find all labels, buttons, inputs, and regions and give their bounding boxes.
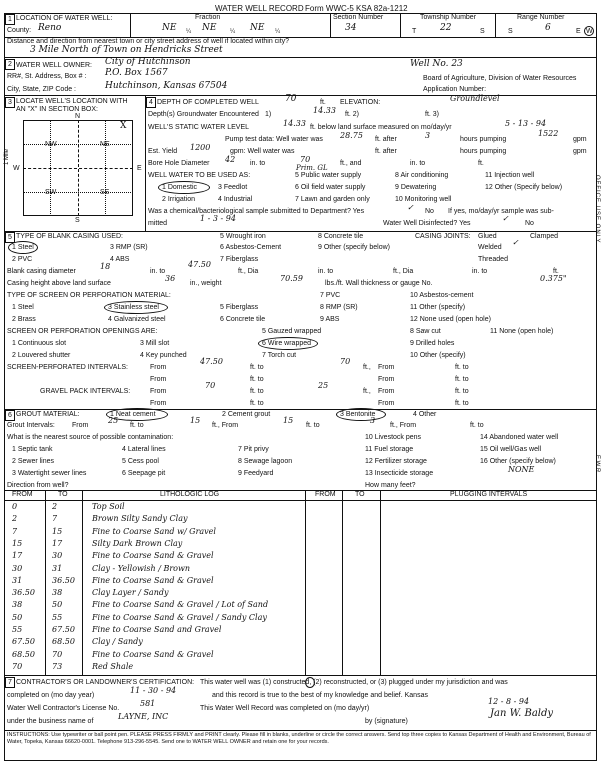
pump-hours: 3 — [425, 131, 431, 140]
casing-steel: 1 Steel — [12, 244, 34, 251]
casing-weight: 70.59 — [280, 274, 303, 283]
grout-neat-cement: 1 Neat cement — [110, 411, 156, 418]
log-desc: Fine to Coarse Sand & Gravel — [92, 649, 214, 659]
log-to: 31 — [52, 563, 63, 573]
ksa-ref: KSA 82a-1212 — [356, 4, 408, 13]
county-label: County: — [7, 27, 32, 34]
log-desc: Fine to Coarse Sand & Gravel — [92, 575, 214, 585]
stainless-circle — [104, 301, 168, 314]
log-desc: Brown Silty Sandy Clay — [92, 514, 188, 524]
log-desc: Fine to Coarse Sand & Gravel / Lot of Sand — [92, 600, 269, 610]
constructed-circle — [305, 677, 315, 688]
use-label: WELL WATER TO BE USED AS: — [148, 172, 251, 179]
casing-depth: 47.50 — [188, 260, 211, 269]
city-value: Hutchinson, Kansas 67504 — [105, 81, 228, 91]
log-to: 38 — [52, 588, 63, 598]
elevation-value: Groundlevel — [450, 94, 500, 103]
log-desc: Fine to Coarse Sand & Gravel — [92, 551, 214, 561]
static-level-date: 5 - 13 - 94 — [505, 119, 547, 128]
business-name: LAYNE, INC — [118, 712, 169, 721]
log-to: 36.50 — [52, 575, 75, 585]
log-desc: Red Shale — [92, 661, 134, 671]
log-header-to: TO — [58, 491, 68, 498]
estimated-yield: 1200 — [190, 143, 211, 152]
log-from: 70 — [12, 661, 23, 671]
signature: Jan W. Baldy — [490, 708, 554, 719]
grout-to-1: 15 — [190, 416, 201, 425]
log-to: 67.50 — [52, 625, 75, 634]
log-to: 15 — [52, 526, 63, 536]
grout-bentonite: 3 Bentonite — [340, 411, 376, 418]
owner-name: City of Hutchinson — [105, 57, 191, 67]
record-date: 12 - 8 - 94 — [488, 697, 530, 706]
pump-gpm: 1522 — [538, 129, 559, 138]
instructions: INSTRUCTIONS: Use typewriter or ball point pen. PLEASE PRESS FIRMLY and PRINT clearly. Please fill in blanks, underline or circle the correct answers. Send top three copies to Kansas Department of Health and Environment, Bureau of Water, Topeka, Kansas 66620-0001. Telephone 913-296-5545. Send one to WATER WELL OWNER and retain one for your records. — [7, 732, 591, 745]
application-label: Application Number: — [423, 86, 487, 93]
log-from: 68.50 — [12, 649, 35, 659]
form-title: WATER WELL RECORD — [215, 4, 304, 13]
log-to: 73 — [52, 661, 63, 671]
wire-wrapped-circle — [258, 337, 318, 350]
pump-drawdown: 28.75 — [340, 131, 363, 140]
log-from: 2 — [12, 514, 18, 524]
section-5-number: 5 — [5, 232, 15, 243]
city-label: City, State, ZIP Code : — [7, 86, 76, 93]
log-desc: Clay / Sandy — [92, 637, 143, 647]
location-label: LOCATION OF WATER WELL: — [16, 15, 113, 22]
fraction-label: Fraction — [195, 14, 221, 21]
groundwater-depth: 14.33 — [313, 106, 336, 115]
log-from: 15 — [12, 538, 23, 548]
license-number: 581 — [140, 699, 156, 708]
log-from: 31 — [12, 575, 23, 585]
log-from: 17 — [12, 551, 23, 561]
log-desc: Top Soil — [92, 502, 125, 511]
depth-label: DEPTH OF COMPLETED WELL — [157, 99, 259, 106]
gravel-from: 70 — [205, 381, 216, 390]
completion-date: 11 - 30 - 94 — [130, 686, 177, 695]
address-value: P.O. Box 1567 — [105, 68, 168, 78]
grout-to-2: 3 — [370, 416, 376, 425]
screen-from: 47.50 — [200, 357, 223, 366]
log-to: 68.50 — [52, 637, 75, 647]
section-3-number: 3 — [5, 97, 15, 108]
section-4-number: 4 — [146, 97, 156, 108]
log-header-from-2: FROM — [315, 491, 336, 498]
screen-to: 70 — [340, 357, 351, 366]
depth-value: 70 — [285, 94, 297, 104]
log-header-lithologic: LITHOLOGIC LOG — [160, 491, 220, 498]
log-to: 55 — [52, 612, 63, 622]
screen-stainless: 3 Stainless steel — [108, 304, 159, 311]
log-desc: Fine to Coarse Sand w/ Gravel — [92, 526, 216, 536]
county-value: Reno — [38, 23, 62, 33]
elevation-label: ELEVATION: — [340, 99, 381, 106]
grout-from-2: 15 — [283, 416, 294, 425]
log-from: 55 — [12, 625, 23, 634]
static-level-value: 14.33 — [283, 119, 306, 128]
log-from: 0 — [12, 502, 18, 511]
log-header-from: FROM — [12, 491, 33, 498]
bore-depth: 70 — [300, 155, 311, 164]
opening-wire-wrapped: 6 Wire wrapped — [262, 340, 312, 347]
fraction-2: NE — [202, 23, 217, 33]
section-1-number: 1 — [5, 14, 15, 25]
log-from: 38 — [12, 600, 23, 610]
range-label: Range Number — [517, 14, 565, 21]
other-source: NONE — [508, 465, 535, 474]
log-to: 17 — [52, 538, 63, 548]
wall-thickness: 0.375" — [540, 274, 567, 283]
log-from: 50 — [12, 612, 23, 622]
sample-date: 1 - 3 - 94 — [200, 214, 236, 223]
grout-from-1: 25 — [108, 416, 119, 425]
log-header-to-2: TO — [355, 491, 365, 498]
log-to: 2 — [52, 502, 58, 511]
log-desc: Silty Dark Brown Clay — [92, 538, 183, 548]
domestic-circle — [158, 181, 210, 194]
distance-label: Distance and direction from nearest town or city street address of well if located within city? — [7, 38, 290, 45]
static-level-label: WELL'S STATIC WATER LEVEL — [148, 124, 250, 131]
log-from: 30 — [12, 563, 23, 573]
owner-label: WATER WELL OWNER: — [16, 62, 92, 69]
section-6-number: 6 — [5, 410, 15, 421]
township-value: 22 — [440, 23, 452, 33]
log-from: 36.50 — [12, 588, 35, 598]
section-value: 34 — [345, 23, 357, 33]
grout-label: GROUT MATERIAL: — [16, 411, 80, 418]
gravel-to: 25 — [318, 381, 329, 390]
section-label: Section Number — [333, 14, 384, 21]
fraction-1: NE — [162, 23, 177, 33]
section-2-number: 2 — [5, 59, 15, 70]
range-value: 6 — [545, 23, 551, 33]
log-desc: Clay - Yellowish / Brown — [92, 563, 190, 573]
section-7-number: 7 — [5, 677, 15, 688]
screen-label: TYPE OF SCREEN OR PERFORATION MATERIAL: — [7, 292, 171, 299]
well-location-x: X — [120, 121, 127, 131]
log-from: 67.50 — [12, 637, 35, 647]
log-desc: Fine to Coarse Sand and Gravel — [92, 625, 222, 634]
office-use-label: OFFICE USE ONLY — [594, 175, 600, 244]
log-to: 50 — [52, 600, 63, 610]
board-label: Board of Agriculture, Division of Water Resources — [423, 75, 577, 82]
distance-value: 3 Mile North of Town on Hendricks Street — [30, 45, 223, 55]
log-header-plugging: PLUGGING INTERVALS — [450, 491, 528, 498]
log-desc: Clay Layer / Sandy — [92, 588, 169, 598]
casing-height: 36 — [165, 274, 176, 283]
casing-label: TYPE OF BLANK CASING USED: — [16, 233, 123, 240]
use-domestic: 1 Domestic — [162, 184, 198, 191]
log-desc: Fine to Coarse Sand & Gravel / Sandy Clay — [92, 612, 267, 622]
township-label: Township Number — [420, 14, 477, 21]
casing-diameter: 18 — [100, 262, 111, 271]
well-number: Well No. 23 — [410, 59, 463, 69]
steel-circle — [8, 241, 38, 254]
log-to: 70 — [52, 649, 63, 659]
form-number: Form WWC-5 — [305, 4, 354, 13]
log-to: 30 — [52, 551, 63, 561]
fraction-3: NE — [250, 23, 265, 33]
log-from: 7 — [12, 526, 18, 536]
log-to: 7 — [52, 514, 58, 524]
address-label: RR#, St. Address, Box # : — [7, 73, 87, 80]
cert-label: CONTRACTOR'S OR LANDOWNER'S CERTIFICATION: — [16, 679, 195, 686]
bore-diameter: 42 — [225, 155, 236, 164]
